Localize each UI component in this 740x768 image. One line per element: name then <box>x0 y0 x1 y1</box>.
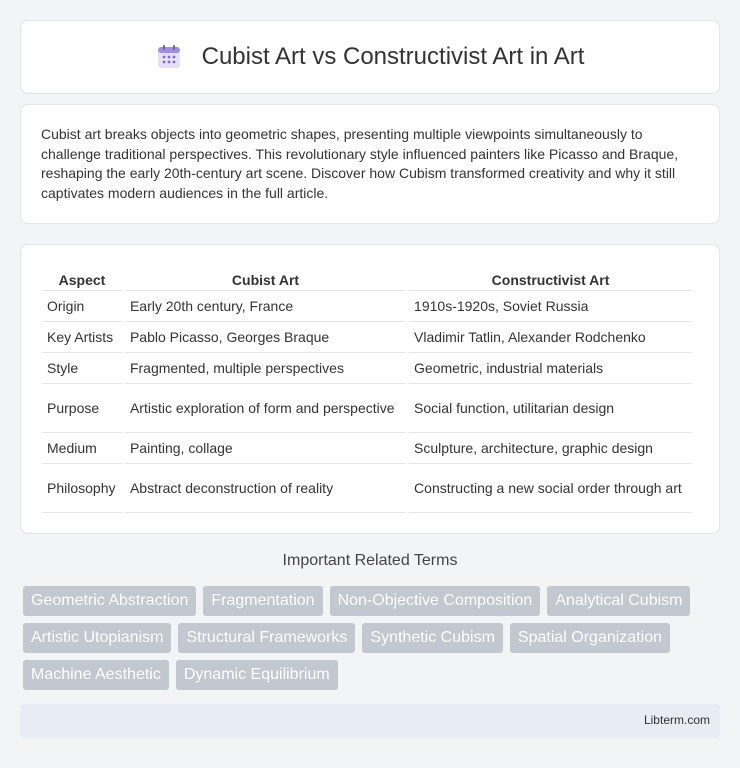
row-aspect: Purpose <box>42 384 122 433</box>
row-constructivist: Vladimir Tatlin, Alexander Rodchenko <box>409 322 692 353</box>
row-aspect: Philosophy <box>42 464 122 513</box>
related-term-tag[interactable]: Spatial Organization <box>510 623 670 653</box>
table-row <box>42 353 692 384</box>
comparison-table <box>39 265 695 513</box>
table-row <box>42 464 692 513</box>
related-term-tag[interactable]: Synthetic Cubism <box>362 623 503 653</box>
related-term-tag[interactable]: Non-Objective Composition <box>330 586 541 616</box>
comparison-table-card <box>20 244 720 534</box>
row-cubist: Artistic exploration of form and perspective <box>125 384 406 433</box>
row-constructivist: Geometric, industrial materials <box>409 353 692 384</box>
related-term-tag[interactable]: Structural Frameworks <box>178 623 355 653</box>
related-term-tag[interactable]: Geometric Abstraction <box>23 586 196 616</box>
page-title: Cubist Art vs Constructivist Art in Art <box>201 43 585 70</box>
footer <box>20 704 720 738</box>
footer-brand-link[interactable]: Libterm.com <box>643 713 710 727</box>
row-aspect: Key Artists <box>42 322 122 353</box>
header-constructivist: Constructivist Art <box>409 265 692 291</box>
row-constructivist: Constructing a new social order through art <box>409 464 692 513</box>
related-terms-title: Important Related Terms <box>282 552 458 569</box>
row-aspect: Origin <box>42 291 122 322</box>
row-cubist: Painting, collage <box>125 433 406 464</box>
table-row <box>42 322 692 353</box>
calendar-icon <box>156 44 182 70</box>
row-cubist: Early 20th century, France <box>125 291 406 322</box>
table-row <box>42 433 692 464</box>
intro-card <box>20 104 720 224</box>
table-row <box>42 384 692 433</box>
related-terms-list <box>23 586 723 697</box>
row-cubist: Fragmented, multiple perspectives <box>125 353 406 384</box>
table-row <box>42 291 692 322</box>
row-constructivist: Social function, utilitarian design <box>409 384 692 433</box>
row-constructivist: 1910s-1920s, Soviet Russia <box>409 291 692 322</box>
related-term-tag[interactable]: Fragmentation <box>203 586 322 616</box>
related-term-tag[interactable]: Analytical Cubism <box>547 586 690 616</box>
header-cubist: Cubist Art <box>125 265 406 291</box>
related-term-tag[interactable]: Machine Aesthetic <box>23 660 169 690</box>
header-aspect: Aspect <box>42 265 122 291</box>
title-card <box>20 20 720 94</box>
row-aspect: Style <box>42 353 122 384</box>
row-cubist: Abstract deconstruction of reality <box>125 464 406 513</box>
row-cubist: Pablo Picasso, Georges Braque <box>125 322 406 353</box>
row-constructivist: Sculpture, architecture, graphic design <box>409 433 692 464</box>
related-term-tag[interactable]: Dynamic Equilibrium <box>176 660 338 690</box>
intro-text: Cubist art breaks objects into geometric shapes, presenting multiple viewpoints simultaneously to challenge traditional perspectives. This revolutionary style influenced painters like Picasso and Braque, reshaping the early 20th-century art scene. Discover how Cubism transformed creativity and why it still captivates modern audiences in the full article. <box>41 126 679 201</box>
row-aspect: Medium <box>42 433 122 464</box>
related-term-tag[interactable]: Artistic Utopianism <box>23 623 171 653</box>
